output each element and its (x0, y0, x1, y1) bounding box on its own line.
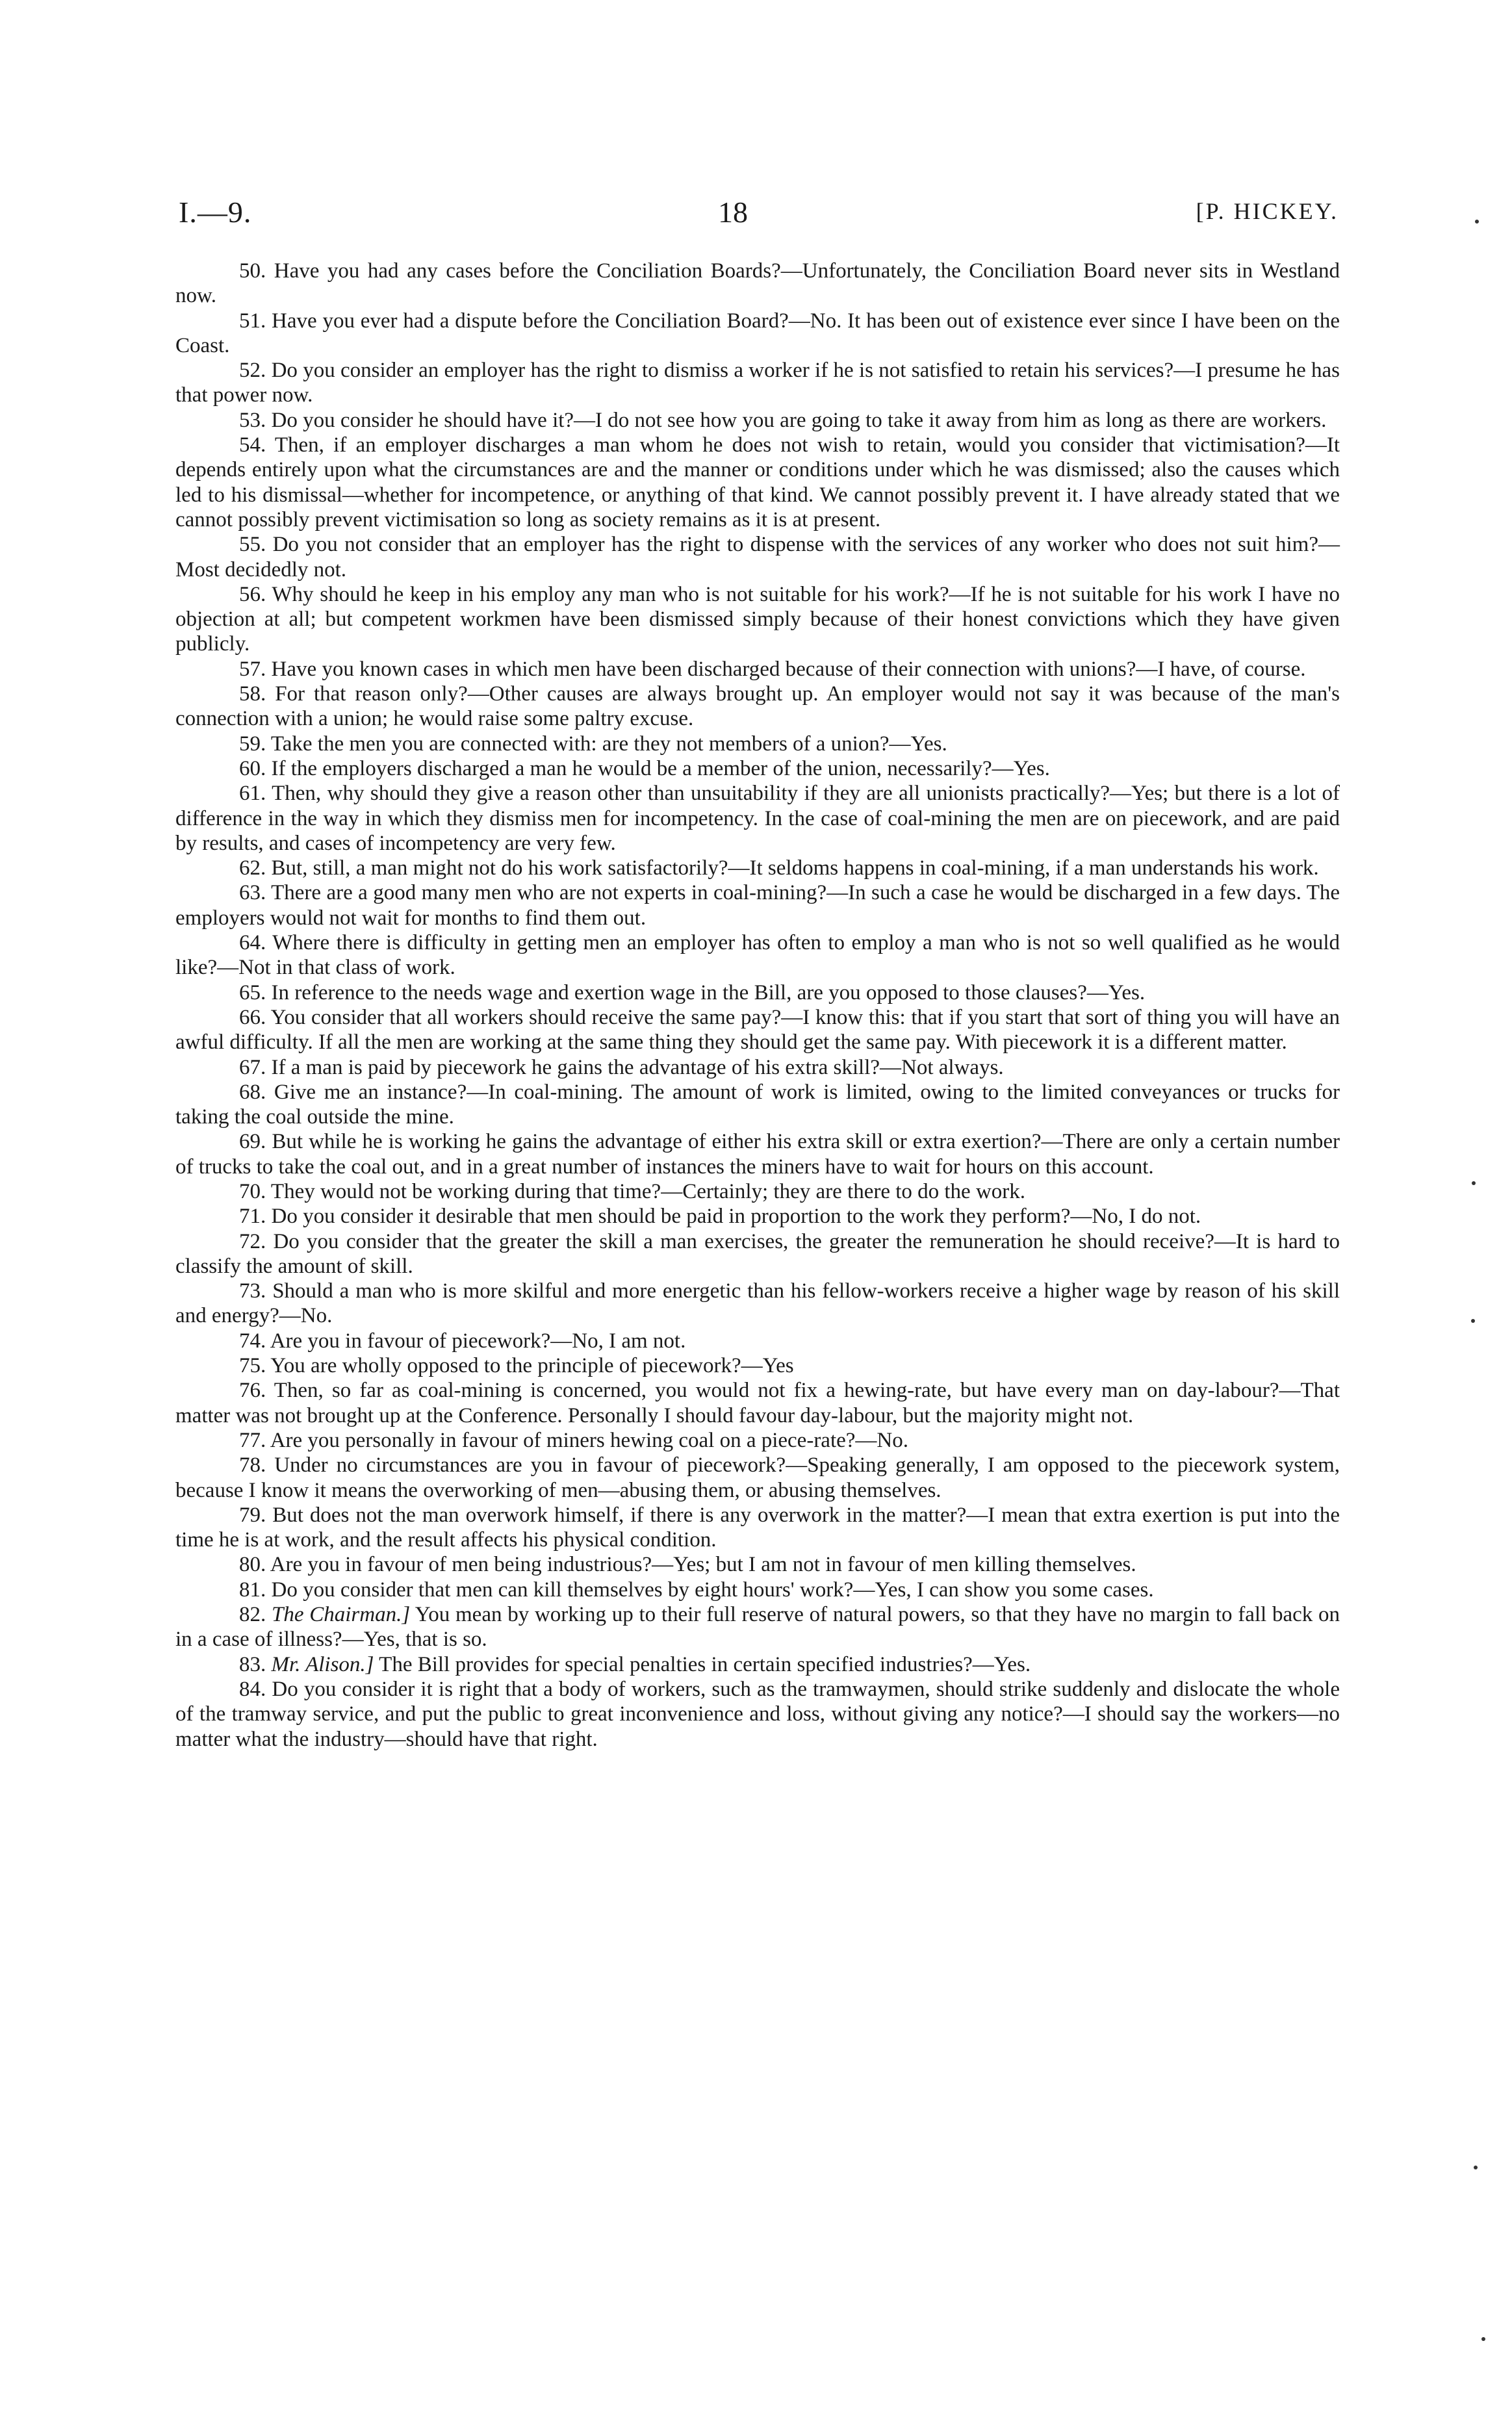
question-answer (175, 433, 1340, 532)
question-text: Where there is difficulty in getting men an employer has often to employ a man who is not so well qualified as he would like?—Not in that class of work. (175, 931, 1340, 980)
question-answer (175, 408, 1340, 433)
question-number: 69. (239, 1130, 266, 1154)
question-number: 54. (239, 433, 266, 457)
question-number: 84. (239, 1677, 266, 1701)
question-text: Are you in favour of men being industrious?—Yes; but I am not in favour of men killing themselves. (270, 1553, 1136, 1577)
question-text: Have you ever had a dispute before the Conciliation Board?—No. It has been out of existence ever since I have been on the Coast. (175, 309, 1340, 357)
question-answer (175, 1677, 1340, 1752)
question-number: 62. (239, 856, 266, 880)
question-number: 81. (239, 1578, 266, 1602)
question-answer (175, 1353, 1340, 1378)
question-text: Have you had any cases before the Conciliation Boards?—Unfortunately, the Conciliation Board never sits in Westland now. (175, 259, 1340, 308)
question-text: Do you consider he should have it?—I do not see how you are going to take it away from him as long as there are workers. (271, 408, 1327, 432)
document-reference: I.—9. (179, 196, 252, 229)
question-number: 66. (239, 1005, 266, 1029)
testimony-body (175, 259, 1340, 1752)
question-text: But while he is working he gains the advantage of either his extra skill or extra exertion?—There are only a certain number of trucks to take the coal out, and in a great number of instances the miners have to wait for hours on this account. (175, 1130, 1340, 1179)
question-text: For that reason only?—Other causes are always brought up. An employer would not say it was because of the man's connection with a union; he would raise some paltry excuse. (175, 682, 1340, 731)
question-answer (175, 1080, 1340, 1130)
question-text: But does not the man overwork himself, if there is any overwork in the matter?—I mean that extra exertion is put into the time he is at work, and the result affects his physical condition. (175, 1503, 1340, 1552)
question-answer (175, 1578, 1340, 1602)
question-answer (175, 532, 1340, 582)
question-answer (175, 1179, 1340, 1204)
question-answer (175, 1279, 1340, 1329)
question-text: Do you consider an employer has the right to dismiss a worker if he is not satisfied to retain his services?—I presume he has that power now. (175, 359, 1340, 407)
scan-speck (1474, 2166, 1478, 2169)
question-text: Do you consider that men can kill themselves by eight hours' work?—Yes, I can show you some cases. (271, 1578, 1154, 1602)
question-answer (175, 980, 1340, 1005)
question-number: 67. (239, 1055, 266, 1079)
question-text: The Bill provides for special penalties in certain specified industries?—Yes. (379, 1652, 1031, 1676)
question-answer (175, 1552, 1340, 1577)
question-answer (175, 1453, 1340, 1503)
question-text: Under no circumstances are you in favour of piecework?—Speaking generally, I am opposed to the piecework system, because I know it means the overworking of men—abusing them, or abusing themselves. (175, 1453, 1340, 1502)
page-number: 18 (718, 196, 748, 229)
question-answer (175, 1428, 1340, 1453)
question-answer (175, 1005, 1340, 1055)
question-answer (175, 657, 1340, 682)
scan-speck (1472, 1181, 1476, 1185)
question-text: Then, so far as coal-mining is concerned, you would not fix a hewing-rate, but have every man on day-labour?—That matter was not brought up at the Conference. Personally I should favour day-labour, but the majority might not. (175, 1379, 1340, 1427)
question-number: 83. (239, 1652, 266, 1676)
question-number: 64. (239, 931, 266, 955)
question-number: 72. (239, 1229, 266, 1253)
question-number: 79. (239, 1503, 266, 1527)
question-number: 76. (239, 1379, 266, 1403)
question-number: 60. (239, 756, 266, 780)
question-answer (175, 682, 1340, 732)
question-number: 58. (239, 682, 266, 706)
question-answer (175, 1503, 1340, 1553)
question-text: If the employers discharged a man he would be a member of the union, necessarily?—Yes. (271, 756, 1050, 780)
question-text: You mean by working up to their full reserve of natural powers, so that they have no margin to fall back on in a case of illness?—Yes, that is so. (175, 1603, 1340, 1652)
question-number: 77. (239, 1428, 266, 1452)
question-answer (175, 781, 1340, 856)
question-number: 78. (239, 1453, 266, 1477)
question-answer (175, 582, 1340, 657)
question-number: 61. (239, 782, 266, 806)
question-text: But, still, a man might not do his work satisfactorily?—It seldoms happens in coal-mining, if a man understands his work. (271, 856, 1319, 880)
question-text: Why should he keep in his employ any man who is not suitable for his work?—If he is not suitable for his work I have no objection at all; but competent workmen have been dismissed simply because of their honest convictions which they have given publicly. (175, 582, 1340, 656)
question-text: You consider that all workers should receive the same pay?—I know this: that if you start that sort of thing you will have an awful difficulty. If all the men are working at the same thing they should get the same pay. With piecework it is a different matter. (175, 1005, 1340, 1055)
question-number: 50. (239, 259, 266, 283)
question-text: Have you known cases in which men have been discharged because of their connection with unions?—I have, of course. (271, 657, 1306, 681)
question-answer (175, 1055, 1340, 1080)
question-text: If a man is paid by piecework he gains the advantage of his extra skill?—Not always. (271, 1055, 1004, 1079)
question-answer (175, 1329, 1340, 1353)
question-text: Do you consider it is right that a body of workers, such as the tramwaymen, should strike suddenly and dislocate the whole of the tramway service, and put the public to great inconvenience and loss, without giving any notice?—I should say the workers—no matter what the industry—should have that right. (175, 1677, 1340, 1751)
scan-speck (1471, 1319, 1475, 1323)
question-text: They would not be working during that time?—Certainly; they are there to do the work. (270, 1179, 1026, 1203)
question-text: Then, if an employer discharges a man whom he does not wish to retain, would you consider that victimisation?—It depends entirely upon what the circumstances are and the manner or conditions under which he was dismissed; also the causes which led to his dismissal—whether for incompetence, or anything of that kind. We cannot possibly prevent it. I have already stated that we cannot possibly prevent victimisation so long as society remains as it is at present. (175, 433, 1340, 531)
question-answer (175, 732, 1340, 756)
question-text: Do you consider that the greater the skill a man exercises, the greater the remuneration he should receive?—It is hard to classify the amount of skill. (175, 1229, 1340, 1278)
question-number: 73. (239, 1279, 266, 1303)
question-answer (175, 930, 1340, 980)
question-number: 51. (239, 309, 266, 333)
question-number: 74. (239, 1329, 266, 1353)
question-text: Do you not consider that an employer has the right to dispense with the services of any worker who does not suit him?—Most decidedly not. (175, 533, 1340, 582)
question-number: 57. (239, 657, 266, 681)
question-number: 80. (239, 1553, 266, 1577)
question-number: 68. (239, 1080, 266, 1104)
question-text: Should a man who is more skilful and more energetic than his fellow-workers receive a higher wage by reason of his skill and energy?—No. (175, 1279, 1340, 1328)
page-header (179, 195, 1339, 234)
question-answer (175, 756, 1340, 781)
question-answer (175, 1129, 1340, 1179)
question-number: 82. (239, 1603, 266, 1627)
question-answer (175, 1204, 1340, 1229)
question-number: 52. (239, 359, 266, 383)
question-number: 63. (239, 881, 266, 905)
question-answer (175, 259, 1340, 309)
question-text: Are you personally in favour of miners hewing coal on a piece-rate?—No. (270, 1428, 909, 1452)
scan-speck (1481, 2337, 1485, 2341)
question-answer (175, 358, 1340, 408)
question-number: 56. (239, 582, 266, 606)
question-number: 71. (239, 1205, 266, 1229)
question-answer (175, 1229, 1340, 1279)
question-number: 70. (239, 1179, 266, 1203)
question-number: 55. (239, 533, 266, 557)
question-text: Are you in favour of piecework?—No, I am not. (270, 1329, 686, 1353)
question-number: 75. (239, 1354, 266, 1378)
question-answer (175, 1652, 1340, 1677)
question-answer (175, 856, 1340, 880)
question-number: 53. (239, 408, 266, 432)
question-text: Take the men you are connected with: are they not members of a union?—Yes. (270, 732, 947, 756)
question-text: You are wholly opposed to the principle of piecework?—Yes (270, 1354, 794, 1378)
question-number: 59. (239, 732, 266, 756)
scan-speck (1475, 220, 1479, 224)
speaker-label: Mr. Alison.] (271, 1652, 374, 1676)
question-answer (175, 1602, 1340, 1652)
question-number: 65. (239, 980, 266, 1004)
question-answer (175, 1378, 1340, 1428)
speaker-label: The Chairman.] (272, 1603, 411, 1627)
witness-name: [P. HICKEY. (1196, 198, 1339, 224)
question-text: Do you consider it desirable that men should be paid in proportion to the work they perform?—No, I do not. (271, 1205, 1201, 1229)
question-answer (175, 880, 1340, 930)
question-text: In reference to the needs wage and exertion wage in the Bill, are you opposed to those clauses?—Yes. (271, 980, 1146, 1004)
question-text: Then, why should they give a reason other than unsuitability if they are all unionists practically?—Yes; but there is a lot of difference in the way in which they dismiss men for incompetency. In the case of coal-mining the men are on piecework, and are paid by results, and cases of incompetency are very few. (175, 782, 1340, 855)
question-text: Give me an instance?—In coal-mining. The amount of work is limited, owing to the limited conveyances or trucks for taking the coal outside the mine. (175, 1080, 1340, 1129)
question-answer (175, 309, 1340, 359)
question-text: There are a good many men who are not experts in coal-mining?—In such a case he would be discharged in a few days. The employers would not wait for months to find them out. (175, 881, 1340, 930)
